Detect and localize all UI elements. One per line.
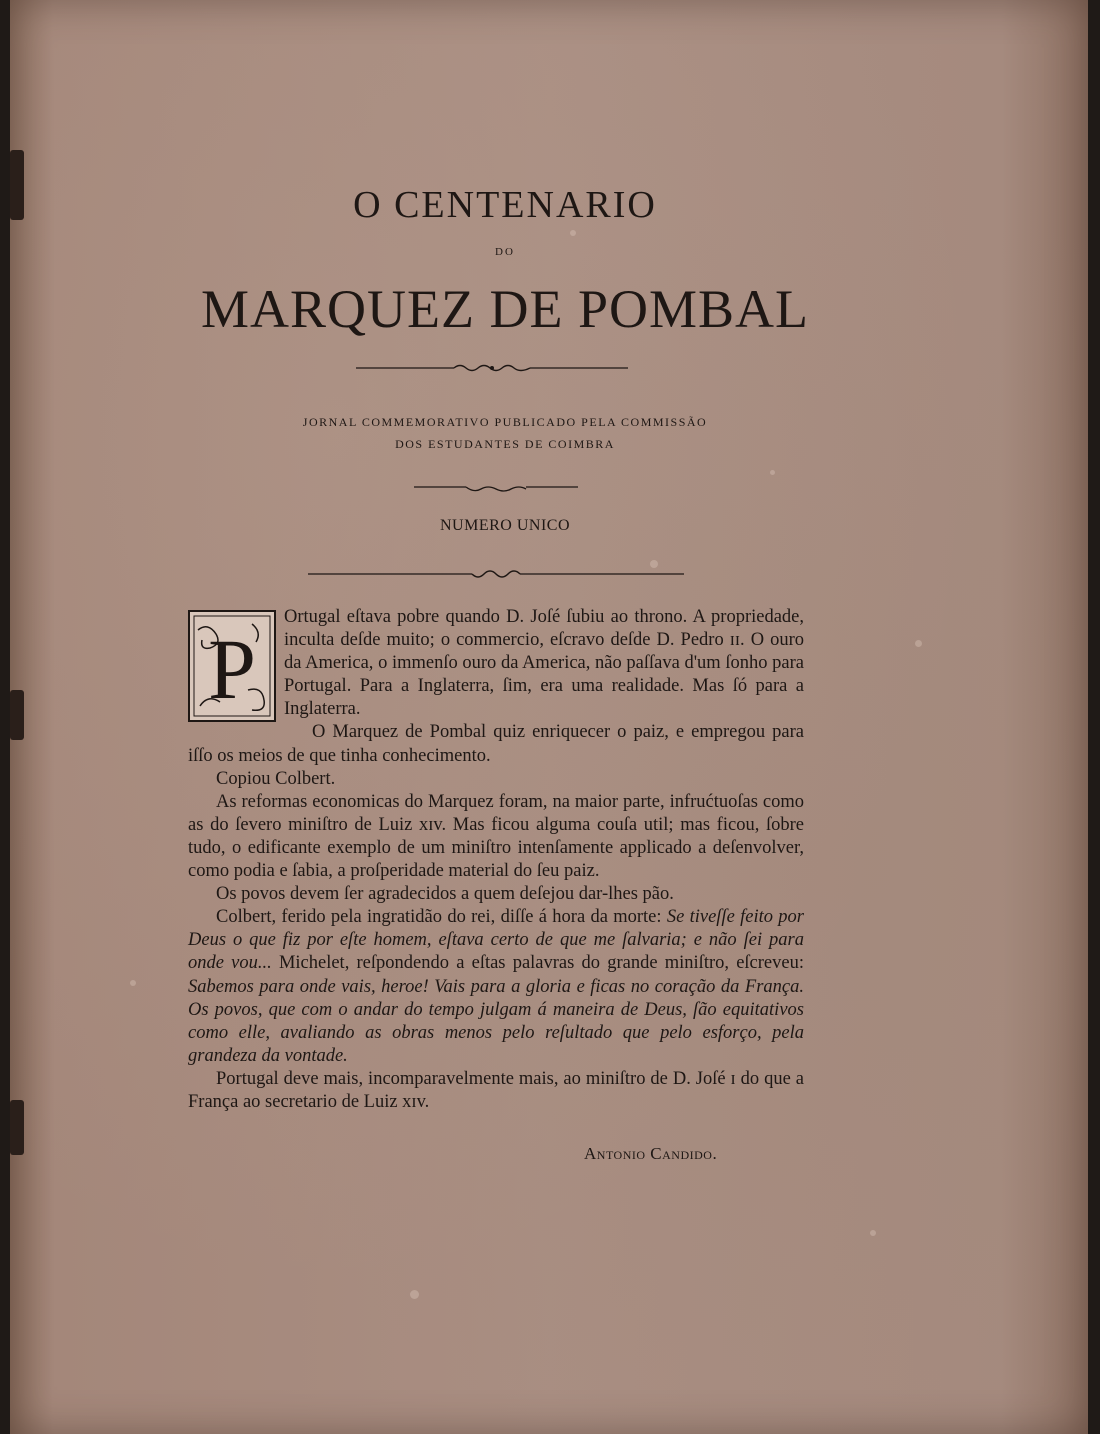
paragraph-3: Copiou Colbert. [216, 768, 336, 789]
binding-staple [10, 690, 24, 740]
ornamental-rule [414, 482, 578, 494]
paragraph-6 [188, 906, 804, 1068]
paper-spot [770, 470, 775, 475]
paragraph-7: Portugal deve mais, incomparavelmente mais, ao miniſtro de D. Joſé ɪ do que a França ao secretario de Luiz xɪv. [188, 1068, 804, 1112]
ornamental-rule [356, 362, 628, 374]
paragraph-6-text-a: Colbert, ferido pela ingratidão do rei, diſſe á hora da morte: [216, 907, 667, 928]
paragraph-6-text-c: Michelet, reſpondendo a eſtas palavras do grande miniſtro, eſcreveu: [271, 953, 804, 974]
paper-spot [650, 560, 658, 568]
title-line-2: MARQUEZ DE POMBAL [200, 279, 810, 339]
colbert-quote: Se tiveſſe feito por Deus o que fiz por eſte homem, eſtava certo de que me ſalvaria; e não ſei para onde vou... [188, 907, 804, 974]
author-signature: Antonio Candido. [584, 1144, 718, 1163]
paper-spot [130, 980, 136, 986]
paragraph-2: O Marquez de Pombal quiz enriquecer o paiz, e empregou para iſſo os meios de que tinha conhecimento. [188, 722, 804, 766]
issue-label: NUMERO UNICO [440, 517, 570, 534]
paper-spot [915, 640, 922, 647]
subtitle-line-1: JORNAL COMMEMORATIVO PUBLICADO PELA COMMISSÃO [302, 415, 708, 429]
subtitle-line-2: DOS ESTUDANTES DE COIMBRA [395, 437, 615, 451]
paragraph-4: As reformas economicas do Marquez foram, na maior parte, infrućtuoſas como as do ſevero miniſtro de Luiz xɪv. Mas ficou alguma couſa util; mas ficou, ſobre tudo, o edificante exemplo de um miniſtro intenſamente applicado a deſenvolver, como podia e ſabia, a proſperidade material do ſeu paiz. [188, 791, 804, 882]
binding-staple [10, 1100, 24, 1155]
ornamental-rule [308, 568, 684, 580]
paragraph-5: Os povos devem ſer agradecidos a quem deſejou dar-lhes pão. [216, 884, 674, 905]
document-page [10, 0, 1088, 1434]
paper-spot [870, 1230, 876, 1236]
paragraph-1: Ortugal eſtava pobre quando D. Joſé ſubiu ao throno. A propriedade, inculta deſde muito; o commercio, eſcravo deſde D. Pedro ɪɪ. O ouro da America, o immenſo ouro da America, não paſſava d'um ſonho para Portugal. Para a Inglaterra, ſim, era uma realidade. Mas ſó para a Inglaterra. [284, 607, 804, 720]
dropcap-letter: P [208, 621, 256, 717]
michelet-quote: Sabemos para onde vais, heroe! Vais para a gloria e ficas no coração da França. Os povos, que com o andar do tempo julgam á maneira de Deus, ſão equitativos como elle, avaliando as obras menos pelo reſultado que pelo esforço, pela grandeza da vontade. [188, 976, 804, 1066]
article-body [188, 606, 804, 1114]
paper-spot [570, 230, 576, 236]
title-connector: DO [495, 246, 515, 258]
dropcap-ornament [188, 610, 276, 722]
title-line-1: O CENTENARIO [353, 184, 657, 226]
paper-spot [410, 1290, 419, 1299]
